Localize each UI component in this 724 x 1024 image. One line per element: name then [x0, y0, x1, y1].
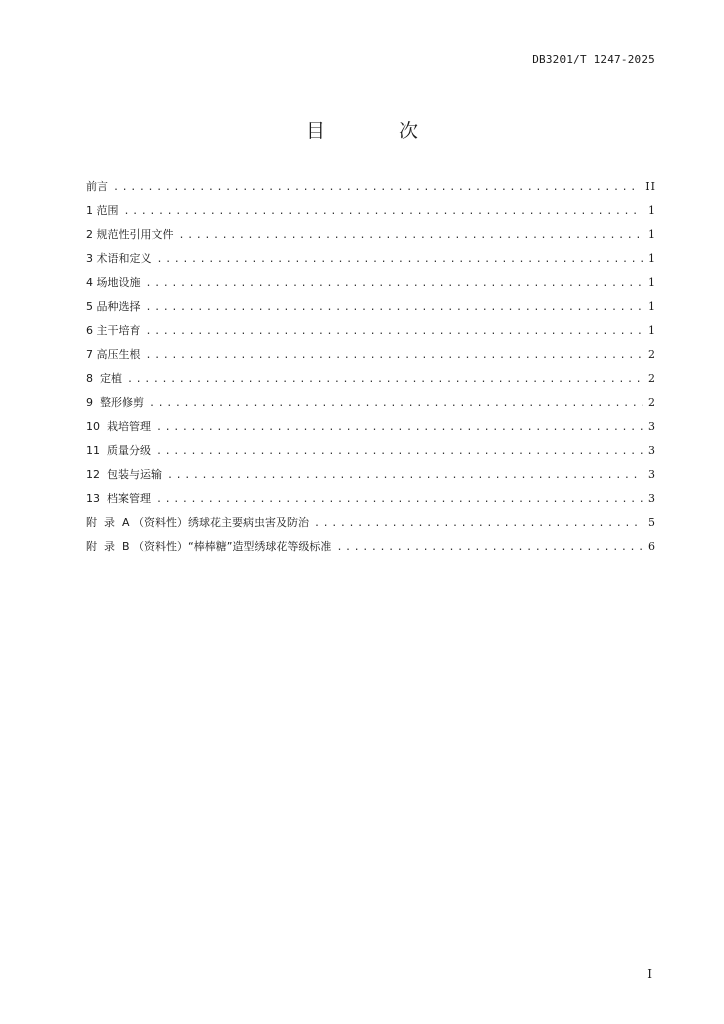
toc-entry-cultivation-management[interactable]	[86, 419, 656, 443]
toc-entry-variety-selection[interactable]	[86, 299, 656, 323]
dot-leader	[156, 444, 643, 460]
toc-entry-page: 1	[648, 228, 656, 241]
toc-entry-air-layering[interactable]	[86, 347, 656, 371]
toc-entry-page: 2	[648, 348, 656, 361]
toc-entry-page: 1	[648, 252, 656, 265]
toc-entry-quality-grading[interactable]	[86, 443, 656, 467]
toc-entry-page: 3	[648, 444, 656, 457]
dot-leader	[146, 348, 644, 364]
toc-entry-label: 1 范围	[86, 204, 119, 217]
dot-leader	[127, 372, 643, 388]
toc-entry-label: 附 录 B （资料性）“棒棒糖”造型绣球花等级标准	[86, 540, 332, 553]
toc-entry-packaging-transport[interactable]	[86, 467, 656, 491]
toc-entry-page: 1	[648, 300, 656, 313]
dot-leader	[179, 228, 644, 244]
dot-leader	[167, 468, 643, 484]
dot-leader	[149, 396, 643, 412]
toc-entry-page: 1	[648, 204, 656, 217]
toc-entry-page: 3	[648, 468, 656, 481]
toc-entry-label: 4 场地设施	[86, 276, 141, 289]
standard-code: DB3201/T 1247-2025	[532, 53, 655, 66]
dot-leader	[146, 300, 644, 316]
toc-entry-label: 8 定植	[86, 372, 122, 385]
dot-leader	[146, 324, 644, 340]
toc-entry-label: 9 整形修剪	[86, 396, 144, 409]
toc-entry-page: 1	[648, 276, 656, 289]
toc-entry-label: 5 品种选择	[86, 300, 141, 313]
toc-entry-page: 5	[648, 516, 656, 529]
toc-entry-page: 2	[648, 372, 656, 385]
toc-entry-label: 2 规范性引用文件	[86, 228, 174, 241]
toc-entry-page: 3	[648, 492, 656, 505]
toc-entry-page: 6	[648, 540, 656, 553]
toc-entry-page: 3	[648, 420, 656, 433]
dot-leader	[124, 204, 644, 220]
dot-leader	[336, 540, 643, 556]
dot-leader	[314, 516, 643, 532]
toc-entry-label: 6 主干培育	[86, 324, 141, 337]
toc-title: 目 次	[305, 120, 453, 142]
toc-entry-planting[interactable]	[86, 371, 656, 395]
toc-entry-label: 10 栽培管理	[86, 420, 151, 433]
toc-entry-label: 前言	[86, 180, 108, 193]
toc-entry-records-management[interactable]	[86, 491, 656, 515]
toc-entry-label: 7 高压生根	[86, 348, 141, 361]
toc-entry-page: II	[645, 180, 656, 193]
page-number: I	[647, 967, 652, 981]
toc-entry-scope[interactable]	[86, 203, 656, 227]
dot-leader	[157, 252, 644, 268]
dot-leader	[146, 276, 644, 292]
toc-entry-appendix-a[interactable]	[86, 515, 656, 539]
toc-entry-appendix-b[interactable]	[86, 539, 656, 563]
toc-entry-page: 2	[648, 396, 656, 409]
toc-entry-label: 11 质量分级	[86, 444, 151, 457]
table-of-contents	[86, 179, 656, 563]
toc-entry-label: 12 包装与运输	[86, 468, 162, 481]
dot-leader	[113, 180, 640, 196]
toc-entry-trunk-cultivation[interactable]	[86, 323, 656, 347]
toc-entry-pruning[interactable]	[86, 395, 656, 419]
dot-leader	[156, 492, 643, 508]
toc-entry-label: 13 档案管理	[86, 492, 151, 505]
toc-entry-foreword[interactable]	[86, 179, 656, 203]
toc-entry-label: 附 录 A （资料性）绣球花主要病虫害及防治	[86, 516, 310, 529]
toc-entry-normative-references[interactable]	[86, 227, 656, 251]
dot-leader	[156, 420, 643, 436]
toc-entry-site-facilities[interactable]	[86, 275, 656, 299]
toc-entry-label: 3 术语和定义	[86, 252, 152, 265]
toc-entry-page: 1	[648, 324, 656, 337]
toc-entry-terms[interactable]	[86, 251, 656, 275]
